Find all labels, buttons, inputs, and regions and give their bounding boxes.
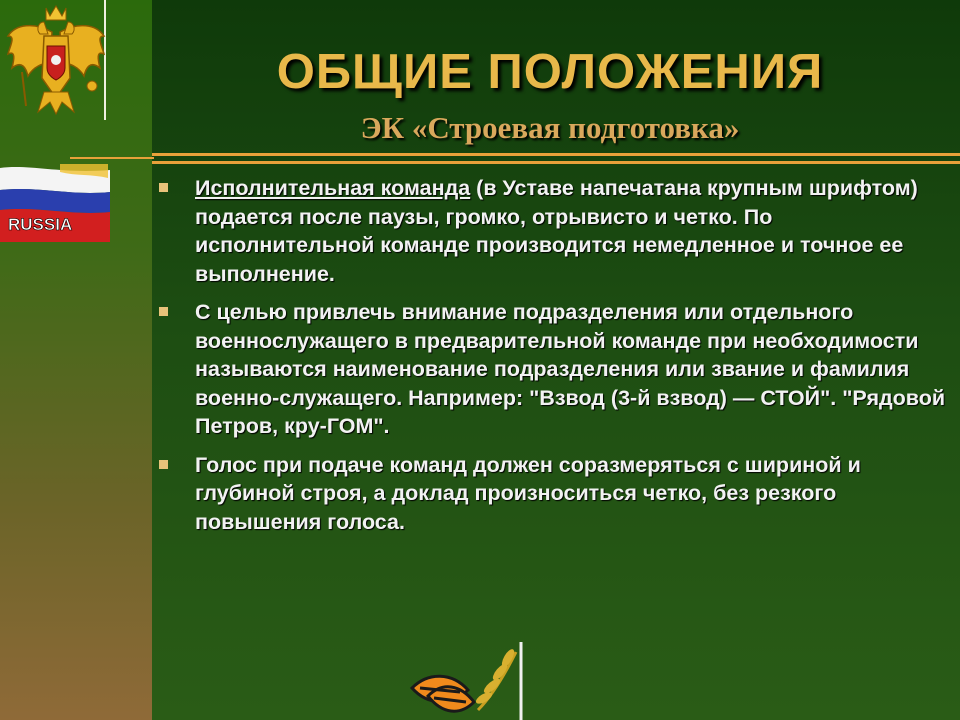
- slide-title: ОБЩИЕ ПОЛОЖЕНИЯ: [276, 45, 824, 99]
- st-george-ribbon-icon: [408, 636, 538, 720]
- bullet-square-icon: [159, 183, 168, 192]
- bullet-text: С целью привлечь внимание подразделения или отдельного военнослужащего в предварительной команде при необходимости называются наименование подразделения или звание и фамилия военно-служащего. Например: "Взвод (3-й взвод) — СТОЙ". "Рядовой Петров, кру-ГОМ".: [195, 300, 946, 438]
- bullet-text: (в Уставе напечатана крупным шрифтом) подается после паузы, громко, отрывисто и четко. По исполнительной команде производится немедленное и точное ее выполнение.: [195, 176, 918, 286]
- title-rule-bottom: [152, 161, 960, 164]
- bullet-text: Голос при подаче команд должен соразмеряться с шириной и глубиной строя, а доклад произноситься четко, без резкого повышения голоса.: [195, 452, 861, 534]
- flag-label: RUSSIA: [8, 215, 73, 234]
- bullet-term: Исполнительная команда: [195, 176, 471, 200]
- bullet-item: [155, 174, 955, 288]
- short-decor-line: [70, 157, 154, 159]
- bullet-list: [155, 174, 955, 546]
- bullet-square-icon: [159, 307, 168, 316]
- bullet-item: [155, 451, 955, 537]
- double-headed-eagle-emblem-icon: [4, 2, 108, 118]
- bullet-item: [155, 298, 955, 441]
- russian-flag-icon: [0, 164, 110, 244]
- title-rule-top: [152, 153, 960, 156]
- slide-subtitle: ЭК «Строевая подготовка»: [360, 110, 740, 145]
- bullet-square-icon: [159, 460, 168, 469]
